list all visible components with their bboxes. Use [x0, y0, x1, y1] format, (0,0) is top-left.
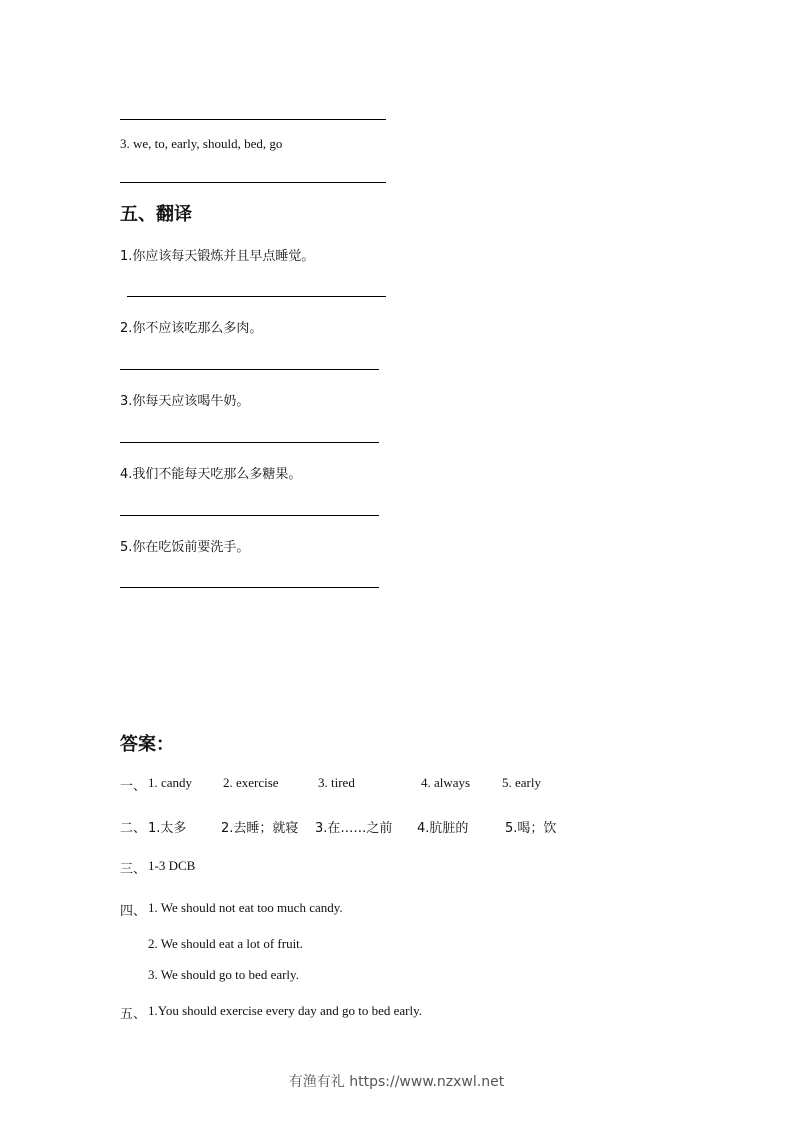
answer: 1.You should exercise every day and go to bed early.	[148, 1003, 423, 1018]
answer-line	[120, 442, 379, 443]
answer: 3. tired	[318, 775, 355, 790]
answer-line	[120, 369, 379, 370]
translate-item: 3.你每天应该喝牛奶。	[120, 394, 250, 409]
answer: 3.在……之前	[315, 821, 393, 836]
translate-item: 2.你不应该吃那么多肉。	[120, 321, 263, 336]
answer: 1. We should not eat too much candy.	[148, 900, 343, 915]
answer: 2. exercise	[223, 775, 279, 790]
answers-title: 答案：	[120, 734, 174, 755]
answer: 3. We should go to bed early.	[148, 967, 299, 982]
answer: 2. We should eat a lot of fruit.	[148, 936, 304, 951]
translate-item: 1.你应该每天锻炼并且早点睡觉。	[120, 249, 315, 264]
answer-line	[127, 296, 386, 297]
answer: 5. early	[502, 775, 541, 790]
translate-item: 4.我们不能每天吃那么多糖果。	[120, 467, 302, 482]
answer-label: 一、	[120, 779, 147, 794]
answer-line	[120, 587, 379, 588]
answer-label: 三、	[120, 862, 147, 877]
answer-line	[120, 119, 386, 120]
answer-line	[120, 182, 386, 183]
answer: 4.肮脏的	[417, 821, 469, 836]
answer: 4. always	[421, 775, 471, 790]
section-title: 五、翻译	[120, 204, 192, 225]
answer: 1.太多	[148, 821, 187, 836]
answer: 5.喝；饮	[505, 821, 557, 836]
watermark: 有渔有礼 https://www.nzxwl.net	[288, 1074, 505, 1090]
answer: 2.去睡；就寝	[221, 821, 299, 836]
answer-line	[120, 515, 379, 516]
answer-label: 五、	[120, 1007, 147, 1022]
answer: 1. candy	[148, 775, 193, 790]
answer-label: 二、	[120, 821, 147, 836]
answer-label: 四、	[120, 904, 147, 919]
answer: 1-3 DCB	[148, 858, 196, 873]
translate-item: 5.你在吃饭前要洗手。	[120, 540, 250, 555]
reorder-item-3: 3. we, to, early, should, bed, go	[120, 136, 283, 151]
